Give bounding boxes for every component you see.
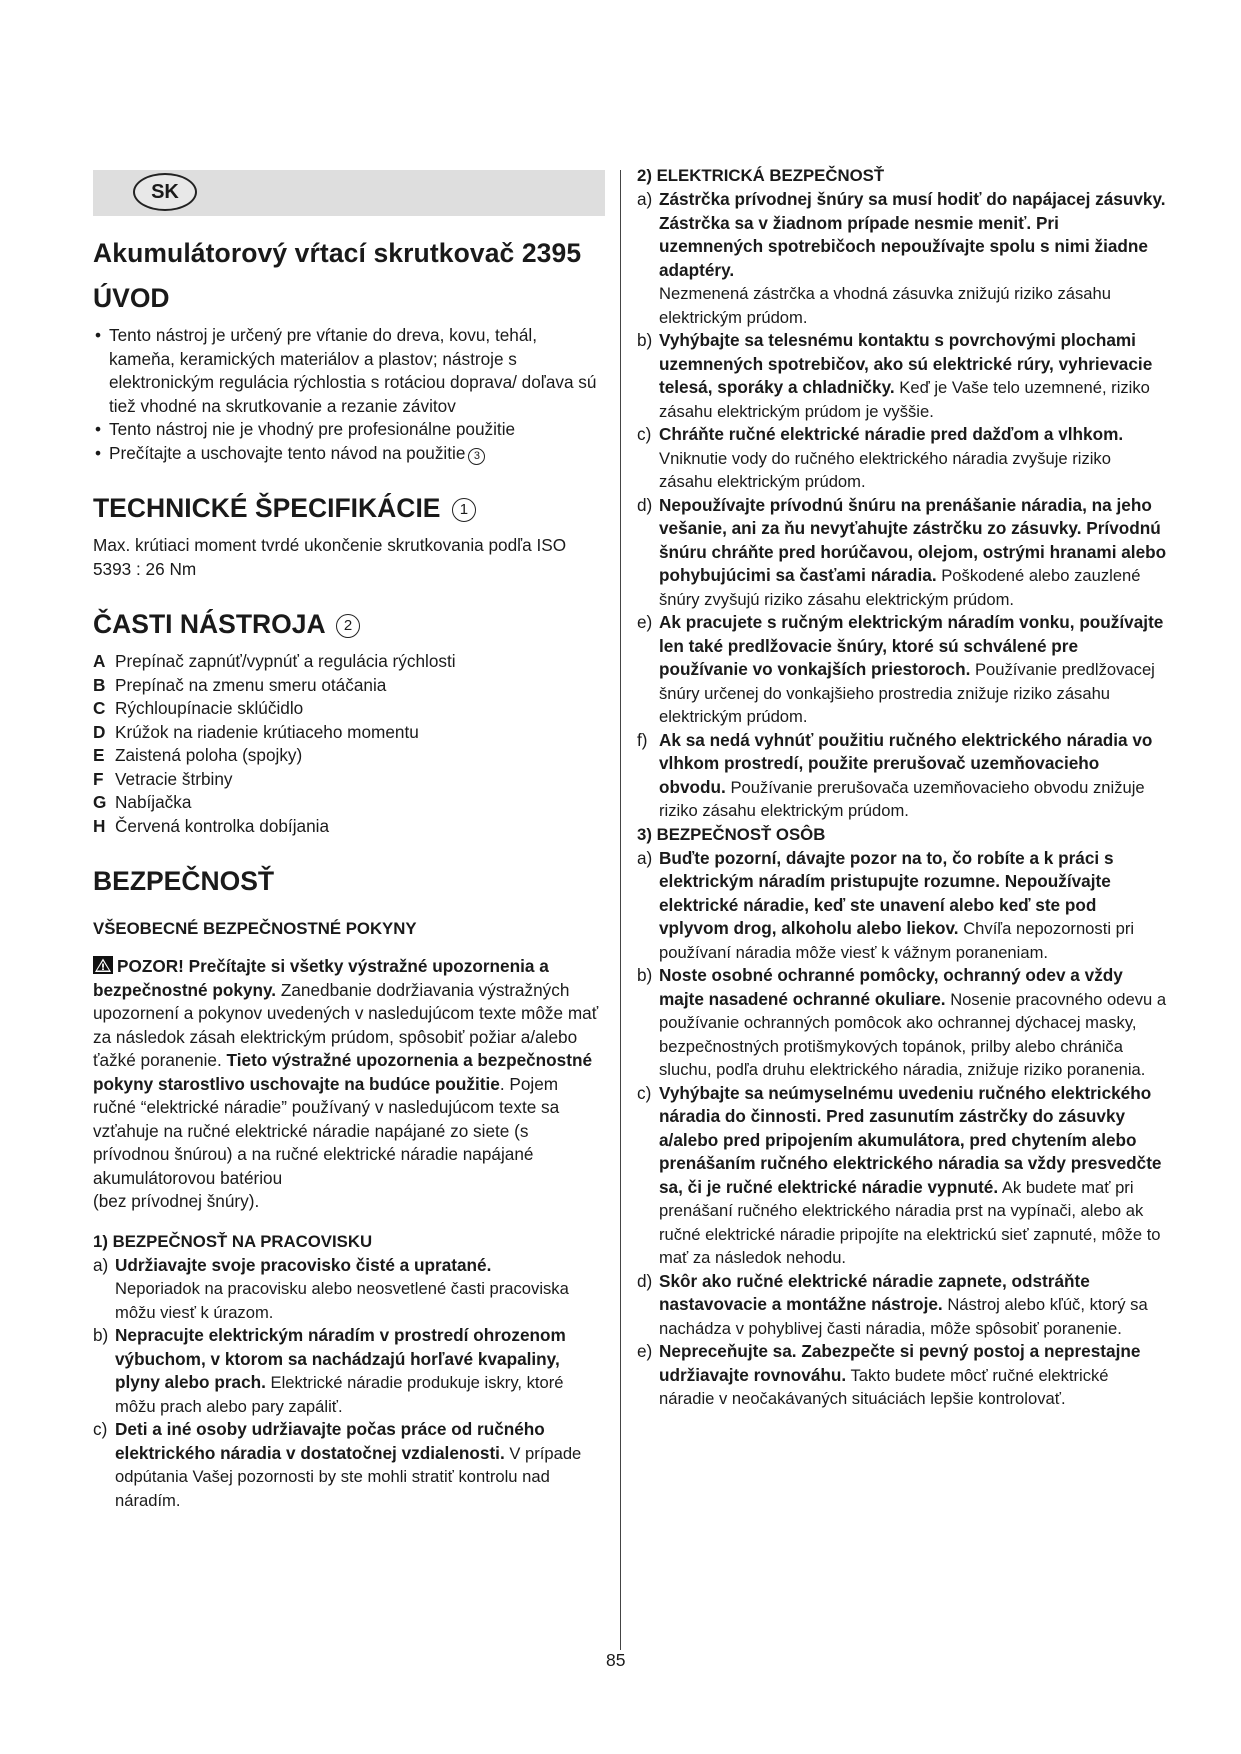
figure-ref-3: 3 (468, 448, 485, 465)
item-label: f) (637, 729, 648, 750)
item-bold: Udržiavajte svoje pracovisko čisté a upratané. (115, 1254, 492, 1275)
warning-text-2: . Pojem ručné “elektrické náradie” používaný v nasledujúcom texte sa vzťahuje na ručné elektrické náradie napájané zo siete (s prívodnou šnúrou) a na ručné elektrické náradie napájané akumulátorovou batériou (93, 1073, 560, 1188)
warning-text-3: (bez prívodnej šnúry). (93, 1191, 260, 1211)
intro-bullet-2: • Tento nástroj nie je vhodný pre profesionálne použitie (93, 418, 605, 442)
item-text: Neporiadok na pracovisku alebo neosvetlené časti pracoviska môžu viesť k úrazom. (115, 1279, 569, 1322)
figure-ref-1: 1 (452, 498, 476, 522)
item-label: a) (93, 1254, 109, 1275)
electrical-item-e (637, 611, 1167, 729)
workplace-item-a (93, 1254, 605, 1325)
warning-bold-2: Tieto výstražné upozornenia a bezpečnostné pokyny starostlivo uschovajte na budúce použitie (93, 1050, 593, 1094)
part-text: Krúžok na riadenie krútiaceho momentu (115, 721, 419, 742)
item-label: c) (93, 1419, 108, 1439)
item-label: a) (637, 847, 653, 868)
item-label: b) (637, 330, 653, 350)
item-bold: Ak sa nedá vyhnúť použitiu ručného elektrického náradia vo vlhkom prostredí, použite prerušovač uzemňovacieho obvodu. (659, 729, 1153, 797)
part-text: Vetracie štrbiny (115, 768, 233, 789)
warning-bold-1: POZOR! Prečítajte si všetky výstražné upozornenia a bezpečnostné pokyny. (93, 956, 549, 1000)
part-item (93, 650, 605, 674)
part-letter: A (93, 651, 106, 671)
tech-spec-heading (93, 493, 605, 524)
column-divider (620, 170, 621, 1650)
item-text: Takto budete môcť ručné elektrické náradie v neočakávaných situáciách lepšie kontrolovať. (659, 1365, 1109, 1408)
part-item (93, 768, 605, 792)
item-label: c) (637, 424, 652, 444)
workplace-item-c (93, 1418, 605, 1512)
item-label: d) (637, 1270, 653, 1291)
part-letter: B (93, 674, 106, 695)
part-letter: F (93, 768, 104, 789)
personal-item-c (637, 1082, 1167, 1270)
item-bold: Chráňte ručné elektrické náradie pred dažďom a vlhkom. (659, 424, 1124, 444)
personal-item-e (637, 1340, 1167, 1411)
part-letter: H (93, 815, 106, 836)
language-bar (93, 170, 605, 216)
item-bold: Zástrčka prívodnej šnúry sa musí hodiť do napájacej zásuvky. Zástrčka sa v žiadnom prípade nesmie meniť. Pri uzemnených spotrebičoch nepoužívajte spolu s nimi žiadne adaptéry. (659, 189, 1166, 280)
item-text: Nástroj alebo kľúč, ktorý sa nachádza v pohyblivej časti náradia, môže spôsobiť poranenie. (659, 1295, 1148, 1338)
general-warning (93, 955, 605, 1214)
item-text: Nezmenená zástrčka a vhodná zásuvka znižujú riziko zásahu elektrickým prúdom. (659, 284, 1111, 327)
part-item (93, 791, 605, 815)
parts-list (93, 650, 605, 838)
electrical-item-a (637, 188, 1167, 329)
part-text: Rýchloupínacie sklúčidlo (115, 698, 304, 718)
item-text: Poškodené alebo zauzlené šnúry zvyšujú riziko zásahu elektrickým prúdom. (659, 566, 1141, 609)
item-label: c) (637, 1082, 652, 1103)
general-safety-heading: VŠEOBECNÉ BEZPEČNOSTNÉ POKYNY (93, 919, 417, 938)
safety-heading: BEZPEČNOSŤ (93, 866, 275, 896)
item-bold: Nepracujte elektrickým náradím v prostredí ohrozenom výbuchom, v ktorom sa nachádzajú horľavé kvapaliny, plyny alebo prach. (115, 1325, 566, 1392)
left-column (93, 170, 605, 1512)
workplace-item-b (93, 1324, 605, 1418)
part-letter: G (93, 792, 107, 812)
intro-bullet-1: • Tento nástroj je určený pre vŕtanie do dreva, kovu, tehál, kameňa, keramických materiálov a plastov; nástroje s elektronickým regulácia rýchlostia s rotáciou doprava/ doľava sú tiež vhodné na skrutkovanie a rezanie závitov (93, 324, 605, 418)
electrical-item-c (637, 423, 1167, 494)
document-title: Akumulátorový vŕtací skrutkovač 2395 (93, 238, 582, 268)
intro-heading: ÚVOD (93, 283, 170, 313)
intro-bullets (93, 324, 605, 465)
item-bold: Deti a iné osoby udržiavajte počas práce od ručného elektrického náradia v dostatočnej vzdialenosti. (115, 1419, 545, 1463)
item-text: Keď je Vaše telo uzemnené, riziko zásahu elektrickým prúdom je vyššie. (659, 378, 1150, 421)
personal-safety-heading: 3) BEZPEČNOSŤ OSÔB (637, 824, 826, 844)
part-text: Prepínač na zmenu smeru otáčania (115, 674, 387, 695)
parts-heading-text: ČASTI NÁSTROJA (93, 609, 325, 639)
part-item (93, 697, 605, 721)
item-bold: Nepoužívajte prívodnú šnúru na prenášanie náradia, na jeho vešanie, ani za ňu nevyťahujte zástrčku zo zásuvky. Prívodnú šnúru chráňte pred horúčavou, olejom, ostrými hranami alebo pohybujúcimi sa časťami náradia. (659, 494, 1167, 585)
item-bold: Ak pracujete s ručným elektrickým náradím vonku, používajte len také predlžovacie šnúry, ktoré sú schválené pre používanie vo vonkajších priestoroch. (659, 612, 1164, 679)
part-item (93, 815, 605, 839)
item-text: Elektrické náradie produkuje iskry, ktoré môžu prach alebo pary zapáliť. (115, 1373, 564, 1416)
item-label: b) (637, 965, 653, 985)
part-letter: D (93, 721, 106, 742)
item-text: Používanie predlžovacej šnúry určenej do vonkajšieho prostredia znižuje riziko zásahu elektrickým prúdom. (659, 660, 1155, 726)
item-bold: Skôr ako ručné elektrické náradie zapnete, odstráňte nastavovacie a montážne nástroje. (659, 1270, 1090, 1314)
part-text: Prepínač zapnúť/vypnúť a regulácia rýchlosti (115, 651, 456, 671)
electrical-item-b (637, 329, 1167, 423)
item-bold: Buďte pozorní, dávajte pozor na to, čo robíte a k práci s elektrickým náradím pristupujte rozumne. Nepoužívajte elektrické náradie, keď ste unavení alebo keď ste pod vplyvom drog, alkoholu alebo liekov. (659, 847, 1114, 938)
item-label: a) (637, 189, 653, 209)
part-item (93, 674, 605, 698)
intro-bullet-3 (93, 442, 605, 466)
page-number: 85 (606, 1650, 626, 1670)
parts-heading (93, 609, 605, 640)
item-text: Používanie prerušovača uzemňovacieho obvodu znižuje riziko zásahu elektrickým prúdom. (659, 777, 1145, 820)
item-bold: Vyhýbajte sa telesnému kontaktu s povrchovými plochami uzemnených spotrebičov, ako sú elektrické rúry, vyhrievacie telesá, sporáky a chladničky. (659, 330, 1153, 397)
part-text: Červená kontrolka dobíjania (115, 815, 330, 836)
workplace-safety-heading: 1) BEZPEČNOSŤ NA PRACOVISKU (93, 1231, 373, 1251)
item-label: e) (637, 612, 653, 632)
electrical-item-d (637, 494, 1167, 612)
tech-spec-text: Max. krútiaci moment tvrdé ukončenie skrutkovania podľa ISO 5393 : 26 Nm (93, 535, 567, 579)
item-text: Ak budete mať pri prenášaní ručného elektrického náradia prst na vypínači, alebo ak ručné elektrické náradie pripojíte na elektrickú sieť zapnuté, môže to mať za následok nehodu. (659, 1177, 1161, 1267)
tech-spec-heading-text: TECHNICKÉ ŠPECIFIKÁCIE (93, 493, 441, 523)
part-item (93, 721, 605, 745)
warning-text-1: Zanedbanie dodržiavania výstražných upozornení a pokynov uvedených v nasledujúcom texte môže mať za následok zásah elektrickým prúdom, spôsobiť požiar a/alebo ťažké poranenie. (93, 979, 599, 1070)
personal-item-b (637, 964, 1167, 1082)
item-label: d) (637, 494, 653, 515)
electrical-item-f (637, 729, 1167, 823)
part-text: Zaistená poloha (spojky) (115, 745, 303, 765)
item-text: Chvíľa nepozornosti pri používaní náradia môže viesť k vážnym poraneniam. (659, 919, 1135, 962)
intro-bullet-3-text: Prečítajte a uschovajte tento návod na použitie (109, 442, 466, 463)
item-text: V prípade odpútania Vašej pozornosti by ste mohli stratiť kontrolu nad náradím. (115, 1443, 582, 1510)
item-label: e) (637, 1341, 653, 1361)
figure-ref-2: 2 (336, 614, 360, 638)
item-label: b) (93, 1325, 109, 1345)
part-letter: E (93, 745, 105, 765)
item-text: Nosenie pracovného odevu a používanie ochranných pomôcok ako ochrannej dýchacej masky, bezpečnostných protišmykových topánok, prilby alebo chrániča sluchu, podľa druhu elektrického náradia, znižuje riziko poranenia. (659, 989, 1167, 1079)
item-bold: Vyhýbajte sa neúmyselnému uvedeniu ručného elektrického náradia do činnosti. Pred zasunutím zástrčky do zásuvky a/alebo pred pripojením akumulátora, pred chytením alebo prenášaním ručného elektrického náradia sa vždy presvedčte sa, či je ručné elektrické náradie vypnuté. (659, 1082, 1162, 1197)
item-bold: Noste osobné ochranné pomôcky, ochranný odev a vždy majte nasadené ochranné okuliare. (659, 965, 1123, 1009)
personal-item-d (637, 1270, 1167, 1341)
warning-icon (93, 956, 113, 974)
right-column (637, 166, 1167, 1411)
language-badge: SK (133, 173, 197, 211)
item-bold: Nepreceňujte sa. Zabezpečte si pevný postoj a neprestajne udržiavajte rovnováhu. (659, 1341, 1141, 1385)
item-text: Vniknutie vody do ručného elektrického náradia zvyšuje riziko zásahu elektrickým prúdom. (659, 448, 1111, 491)
part-item (93, 744, 605, 768)
electrical-safety-heading: 2) ELEKTRICKÁ BEZPEČNOSŤ (637, 166, 885, 185)
part-text: Nabíjačka (115, 792, 192, 812)
part-letter: C (93, 698, 106, 718)
personal-item-a (637, 847, 1167, 965)
